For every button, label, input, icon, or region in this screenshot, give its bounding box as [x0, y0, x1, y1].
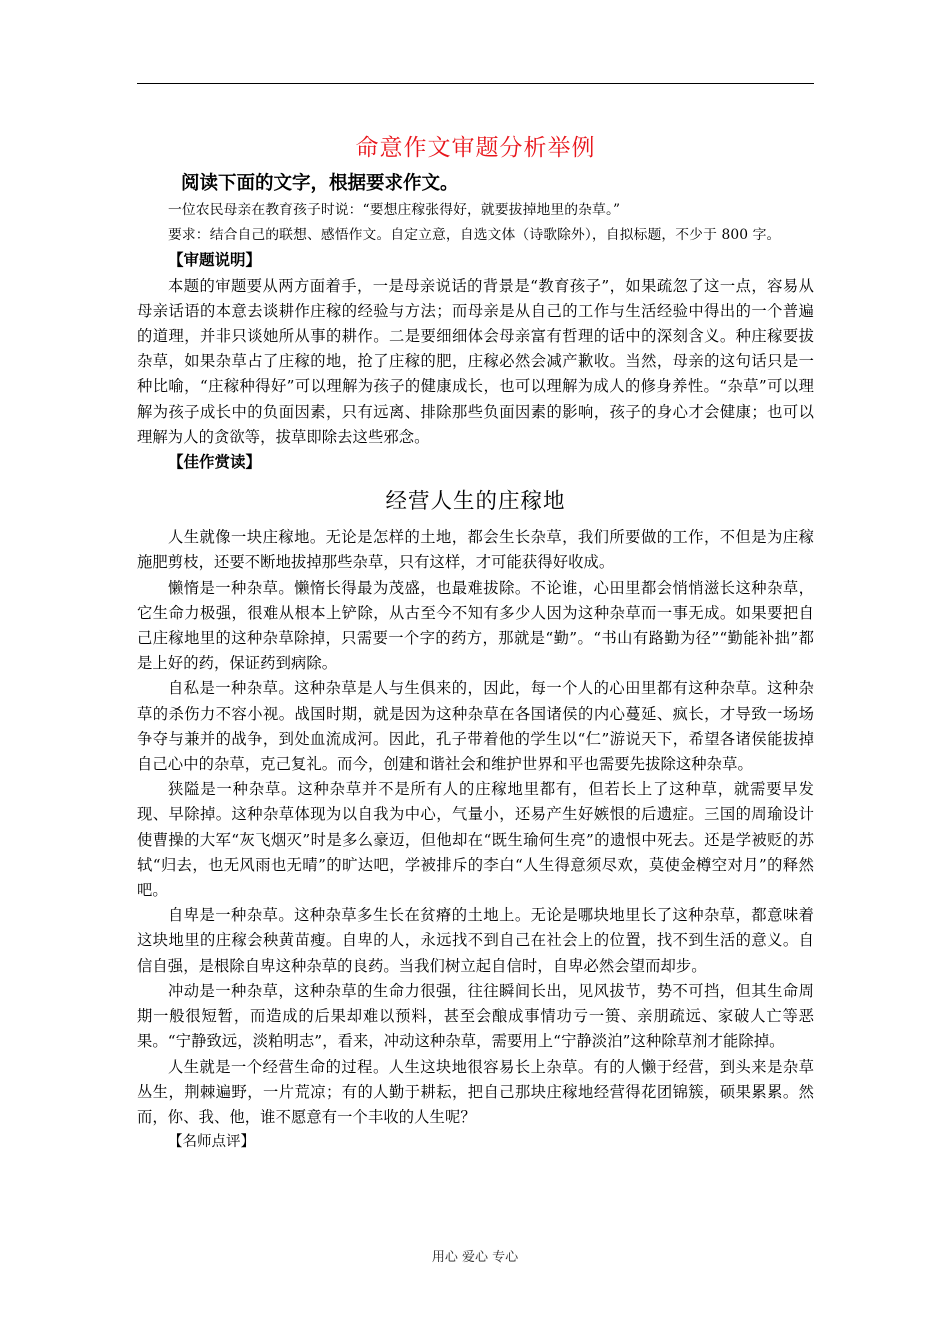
essay-paragraph: 人生就像一块庄稼地。无论是怎样的土地，都会生长杂草，我们所要做的工作，不但是为庄稼施肥剪枝，还要不断地拔掉那些杂草，只有这样，才可能获得好收成。 — [137, 528, 814, 572]
prompt-quote: 一位农民母亲在教育孩子时说：“要想庄稼张得好，就要拔掉地里的杂草。” — [168, 202, 621, 218]
document-body — [137, 130, 814, 1155]
analysis-text: 本题的审题要从两方面着手，一是母亲说话的背景是“教育孩子”，如果疏忽了这一点，容易从母亲话语的本意去谈耕作庄稼的经验与方法；而母亲是从自己的工作与生活经验中得出的一个普遍的道理，并非只谈她所从事的耕作。二是要细细体会母亲富有哲理的话中的深刻含义。种庄稼要拔杂草，如果杂草占了庄稼的地，抢了庄稼的肥，庄稼必然会减产歉收。当然，母亲的这句话只是一种比喻，“庄稼种得好”可以理解为孩子的健康成长，也可以理解为成人的修身养性。“杂草”可以理解为孩子成长中的负面因素，只有远离、排除那些负面因素的影响，孩子的身心才会健康；也可以理解为人的贪欲等，拔草即除去这些邪念。 — [137, 276, 814, 446]
analysis-label: 【审题说明】 — [168, 251, 262, 270]
header-rule — [137, 83, 814, 84]
prompt-heading: 阅读下面的文字，根据要求作文。 — [181, 173, 459, 194]
essay-title: 经营人生的庄稼地 — [385, 489, 566, 515]
essay-paragraph: 冲动是一种杂草，这种杂草的生命力很强，往往瞬间长出，见风拔节，势不可挡，但其生命周期一般很短暂，而造成的后果却难以预料，甚至会酿成事情功亏一篑、亲朋疏远、家破人亡等恶果。“宁静致远，淡粕明志”，看来，冲动这种杂草，需要用上“宁静淡泊”这种除草剂才能除掉。 — [137, 981, 814, 1051]
essay-label: 【佳作赏读】 — [168, 453, 262, 472]
essay-paragraph: 自卑是一种杂草。这种杂草多生长在贫瘠的土地上。无论是哪块地里长了这种杂草，都意味着这块地里的庄稼会秧黄苗瘦。自卑的人，永远找不到自己在社会上的位置，找不到生活的意义。自信自强，是根除自卑这种杂草的良药。当我们树立起自信时，自卑必然会望而却步。 — [137, 906, 814, 975]
essay-paragraph: 懒惰是一种杂草。懒惰长得最为茂盛，也最难拔除。不论谁，心田里都会悄悄滋长这种杂草，它生命力极强，很难从根本上铲除，从古至今不知有多少人因为这种杂草而一事无成。如果要把自己庄稼地里的这种杂草除掉，只需要一个字的药方，那就是“勤”。“书山有路勤为径”“勤能补拙”都是上好的药，保证药到病除。 — [137, 578, 814, 673]
essay-paragraph: 狭隘是一种杂草。这种杂草并不是所有人的庄稼地里都有，但若长上了这种草，就需要早发现、早除掉。这种杂草体现为以自我为中心，气量小，还易产生好嫉恨的后遗症。三国的周瑜设计使曹操的大军“灰飞烟灭”时是多么豪迈，但他却在“既生瑜何生亮”的遗恨中死去。还是学被贬的苏轼“归去，也无风雨也无晴”的旷达吧，学被排斥的李白“人生得意须尽欢，莫使金樽空对月”的释然吧。 — [137, 780, 814, 900]
essay-paragraph: 人生就是一个经营生命的过程。人生这块地很容易长上杂草。有的人懒于经营，到头来是杂草丛生，荆棘遍野，一片荒凉；有的人勤于耕耘，把自己那块庄稼地经营得花团锦簇，硕果累累。然而，你、我、他，谁不愿意有一个丰收的人生呢？ — [137, 1057, 814, 1126]
review-label: 【名师点评】 — [168, 1134, 255, 1151]
prompt-requirement: 要求：结合自己的联想、感悟作文。自定立意，自选文体（诗歌除外），自拟标题，不少于 800 字。 — [168, 227, 781, 244]
page-footer: 用心 爱心 专心 — [431, 1250, 519, 1265]
essay-paragraph: 自私是一种杂草。这种杂草是人与生俱来的，因此，每一个人的心田里都有这种杂草。这种杂草的杀伤力不容小视。战国时期，就是因为这种杂草在各国诸侯的内心蔓延、疯长，才导致一场场争夺与兼并的战争，到处血流成河。因此，孔子带着他的学生以“仁”游说天下，希望各诸侯能拔掉自己心中的杂草，克己复礼。而今，创建和谐社会和维护世界和平也需要先拔除这种杂草。 — [137, 679, 814, 774]
page-title: 命意作文审题分析举例 — [355, 135, 596, 161]
